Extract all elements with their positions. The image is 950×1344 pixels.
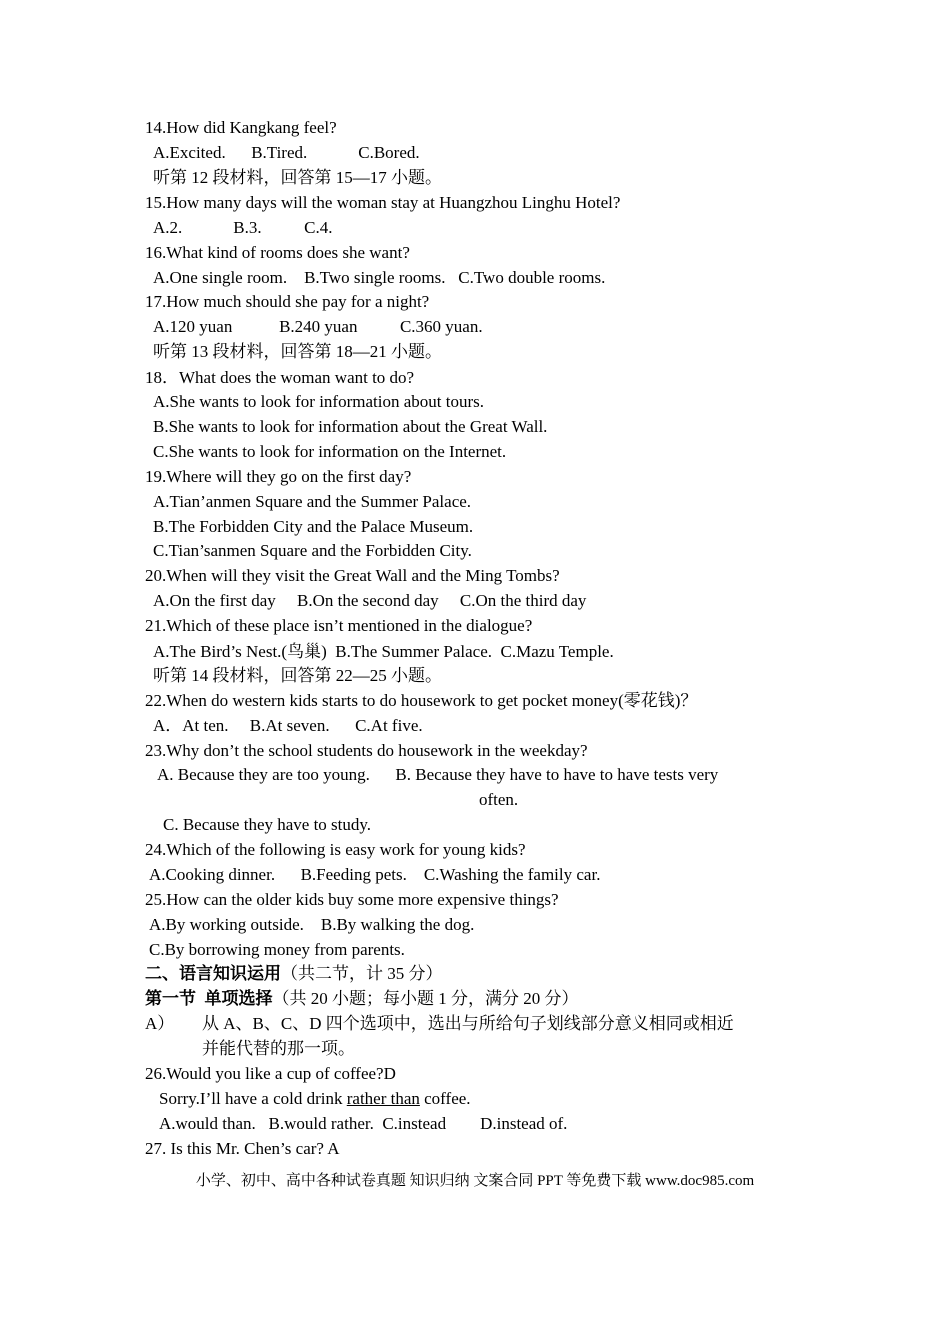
question-25-options-ab: A.By working outside. B.By walking the dog.	[149, 915, 475, 934]
part-2-note: （共二节，计 35 分）	[281, 964, 443, 983]
question-15-options: A.2. B.3. C.4.	[153, 218, 333, 237]
question-25: 25.How can the older kids buy some more expensive things?	[145, 890, 559, 909]
question-17: 17.How much should she pay for a night?	[145, 292, 430, 311]
part-2-heading	[145, 963, 443, 985]
question-14-options: A.Excited. B.Tired. C.Bored.	[153, 143, 420, 162]
question-19-option-a: A.Tian’anmen Square and the Summer Palace.	[153, 492, 472, 511]
question-14: 14.How did Kangkang feel?	[145, 118, 337, 137]
question-18-option-a: A.She wants to look for information about tours.	[153, 392, 484, 411]
section-12-instruction: 听第 12 段材料，回答第 15—17 小题。	[153, 168, 442, 187]
question-26-sentence	[159, 1088, 471, 1110]
question-18: 18．What does the woman want to do?	[145, 368, 415, 387]
instructions-line-2: 并能代替的那一项。	[202, 1039, 355, 1058]
section-1-heading	[145, 988, 579, 1010]
sentence-before: Sorry.I’ll have a cold drink	[159, 1089, 347, 1108]
question-17-options: A.120 yuan B.240 yuan C.360 yuan.	[153, 317, 483, 336]
part-2-title: 二、语言知识运用	[145, 964, 281, 983]
question-19-option-c: C.Tian’sanmen Square and the Forbidden City.	[153, 541, 472, 560]
question-26-options: A.would than. B.would rather. C.instead D.instead of.	[159, 1114, 568, 1133]
question-18-option-b: B.She wants to look for information about the Great Wall.	[153, 417, 548, 436]
question-21: 21.Which of these place isn’t mentioned in the dialogue?	[145, 616, 533, 635]
underlined-phrase: rather than	[346, 1089, 420, 1108]
question-15: 15.How many days will the woman stay at Huangzhou Linghu Hotel?	[145, 193, 621, 212]
section-1-title: 第一节 单项选择	[145, 989, 273, 1008]
question-26: 26.Would you like a cup of coffee?D	[145, 1064, 396, 1083]
question-27: 27. Is this Mr. Chen’s car? A	[145, 1139, 340, 1158]
question-24-options: A.Cooking dinner. B.Feeding pets. C.Washing the family car.	[149, 865, 601, 884]
question-20: 20.When will they visit the Great Wall and the Ming Tombs?	[145, 566, 560, 585]
question-23-option-b-continued: often.	[479, 790, 519, 809]
sentence-after: coffee.	[419, 1089, 471, 1108]
question-16: 16.What kind of rooms does she want?	[145, 243, 410, 262]
question-21-options: A.The Bird’s Nest.(鸟巢) B.The Summer Palace. C.Mazu Temple.	[153, 642, 614, 661]
instructions-line-1: 从 A、B、C、D 四个选项中，选出与所给句子划线部分意义相同或相近	[202, 1014, 734, 1033]
question-22: 22.When do western kids starts to do housework to get pocket money(零花钱)？	[145, 691, 698, 710]
question-23: 23.Why don’t the school students do housework in the weekday?	[145, 741, 588, 760]
question-23-options-ab: A. Because they are too young. B. Because they have to have to have tests very	[157, 765, 719, 784]
question-19: 19.Where will they go on the first day?	[145, 467, 412, 486]
question-20-options: A.On the first day B.On the second day C.On the third day	[153, 591, 587, 610]
instructions-label: A）	[145, 1014, 175, 1033]
question-19-option-b: B.The Forbidden City and the Palace Museum.	[153, 517, 474, 536]
question-22-options: A．At ten. B.At seven. C.At five.	[153, 716, 423, 735]
question-25-option-c: C.By borrowing money from parents.	[149, 940, 405, 959]
question-23-option-c: C. Because they have to study.	[163, 815, 372, 834]
section-14-instruction: 听第 14 段材料，回答第 22—25 小题。	[153, 666, 442, 685]
question-16-options: A.One single room. B.Two single rooms. C.Two double rooms.	[153, 268, 606, 287]
question-18-option-c: C.She wants to look for information on the Internet.	[153, 442, 507, 461]
section-1-note: （共 20 小题；每小题 1 分，满分 20 分）	[272, 989, 579, 1008]
section-13-instruction: 听第 13 段材料，回答第 18—21 小题。	[153, 342, 442, 361]
page-footer: 小学、初中、高中各种试卷真题 知识归纳 文案合同 PPT 等免费下载 www.doc985.com	[195, 1173, 755, 1189]
question-24: 24.Which of the following is easy work for young kids?	[145, 840, 526, 859]
